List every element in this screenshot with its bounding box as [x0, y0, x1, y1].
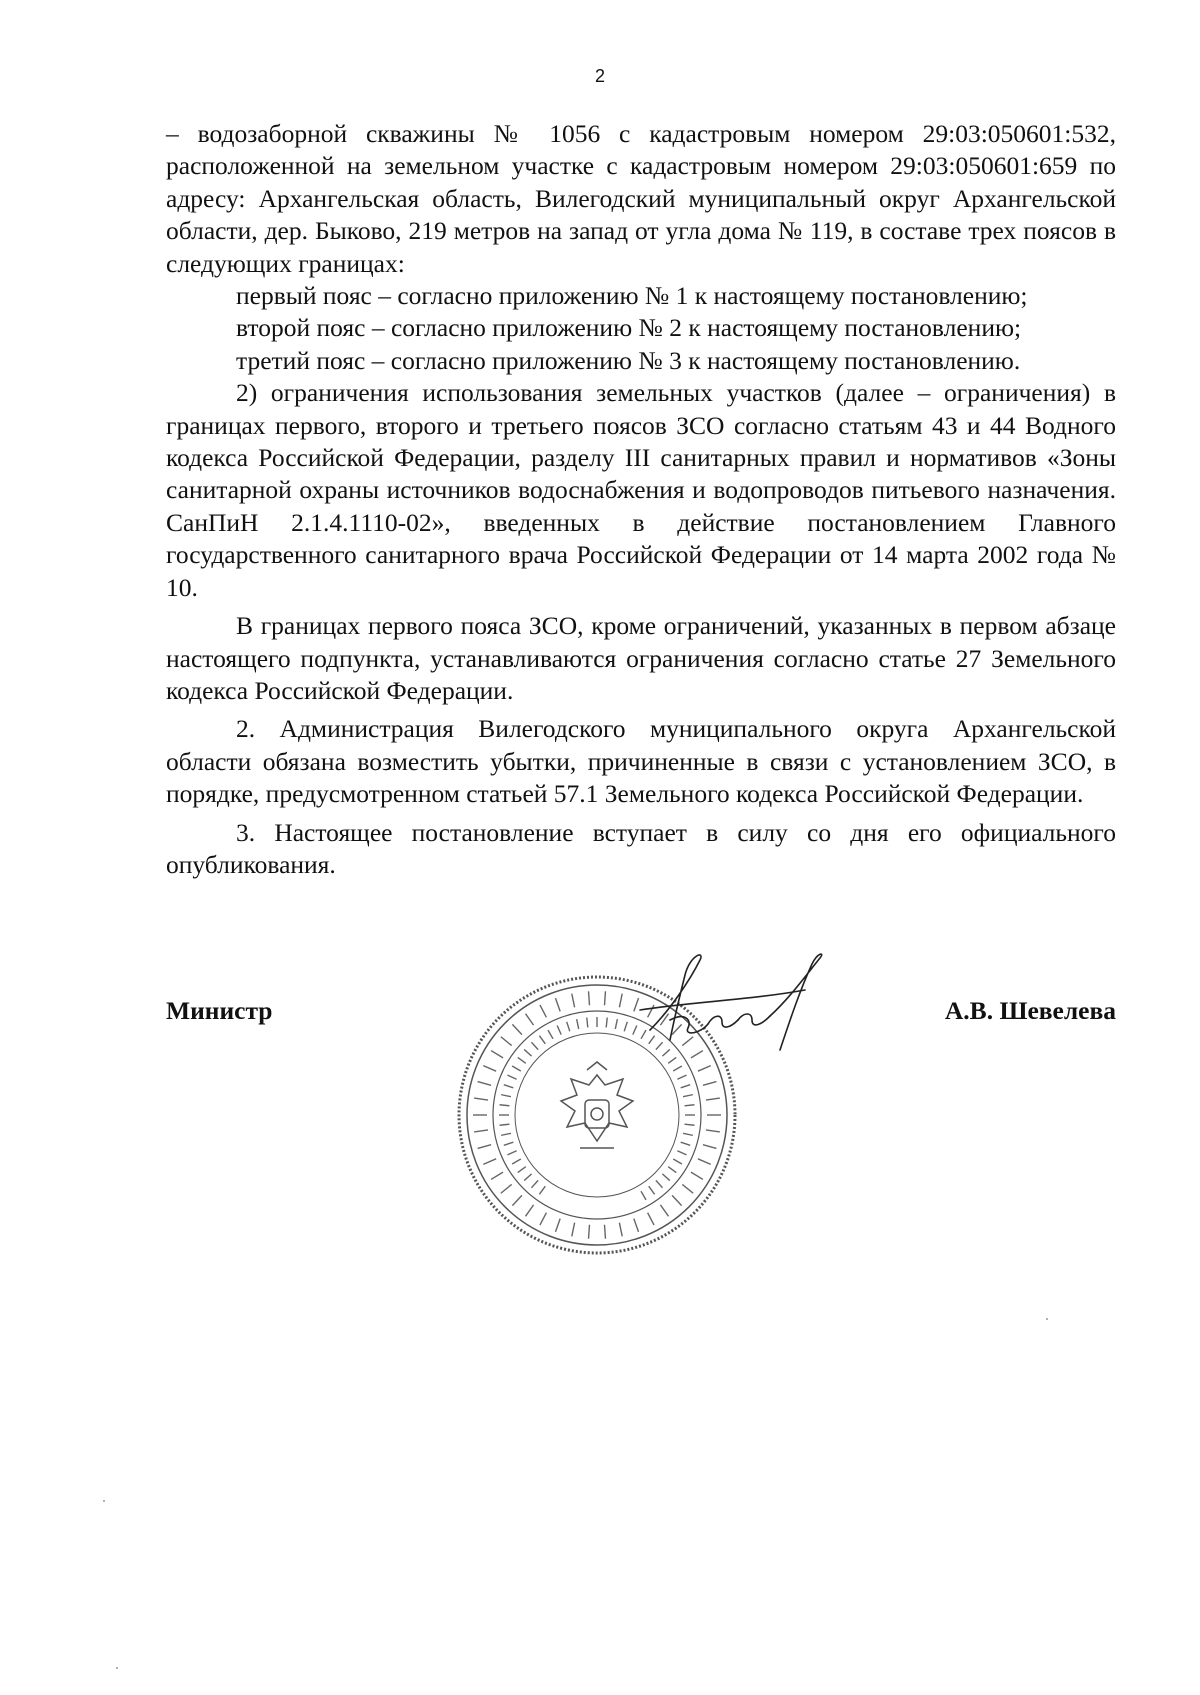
paragraph-compensation: 2. Администрация Вилегодского муниципального округа Архангельской области обязана возместить убытки, причиненные в связи с установлением ЗСО, в порядке, предусмотренном статьей 57.1 Земельного кодекса Российской Федерации.: [166, 714, 1116, 809]
seal-letter-mark: [589, 1225, 590, 1239]
seal-letter-mark: [641, 1191, 646, 1200]
seal-letter-mark: [634, 1219, 639, 1232]
seal-letter-mark: [681, 1085, 691, 1088]
signer-title: Министр: [166, 996, 273, 1025]
seal-letter-mark: [539, 1186, 545, 1194]
seal-letter-mark: [698, 1159, 711, 1165]
seal-letter-mark: [673, 1066, 682, 1071]
seal-letter-mark: [683, 1133, 693, 1135]
seal-letter-mark: [548, 1030, 553, 1039]
seal-letter-mark: [504, 1085, 514, 1088]
seal-letter-mark: [540, 1005, 546, 1017]
document-body: [166, 118, 1116, 881]
seal-letter-mark: [672, 1195, 682, 1205]
seal-letter-mark: [500, 1124, 510, 1125]
seal-letter-mark: [706, 1098, 720, 1100]
seal-letter-mark: [605, 1225, 606, 1239]
seal-letter-mark: [525, 1205, 533, 1216]
seal-letter-mark: [605, 991, 606, 1005]
seal-letter-mark: [474, 1098, 488, 1100]
seal-letter-mark: [673, 1159, 682, 1164]
paragraph-effective-date: 3. Настоящее постановление вступает в силу со дня его официального опубликования.: [166, 817, 1116, 879]
seal-letter-mark: [555, 1219, 560, 1232]
seal-letter-mark: [501, 1037, 512, 1046]
seal-letter-mark: [507, 1075, 516, 1079]
seal-letter-mark: [572, 1223, 575, 1237]
seal-letter-mark: [491, 1051, 503, 1058]
seal-letter-mark: [531, 1042, 538, 1049]
seal-letter-mark: [668, 1167, 676, 1173]
seal-letter-mark: [698, 1066, 711, 1072]
seal-letter-mark: [501, 1133, 511, 1135]
seal-letter-mark: [531, 1180, 538, 1187]
seal-letter-mark: [685, 1124, 695, 1125]
signer-name: А.В. Шевелева: [944, 996, 1116, 1025]
seal-letter-mark: [512, 1024, 522, 1034]
seal-letter-mark: [555, 998, 560, 1011]
seal-letter-mark: [524, 1049, 531, 1056]
seal-letter-mark: [483, 1159, 496, 1165]
seal-letter-mark: [567, 1022, 570, 1032]
paragraph-restrictions: 2) ограничения использования земельных участков (далее – ограничения) в границах первого, второго и третьего поясов ЗСО согласно статьям 43 и 44 Водного кодекса Российской Федерации, разделу III санитарных правил и нормативов «Зоны санитарной охраны источников водоснабжения и водопроводов питьевого назначения. СанПиН 2.1.4.1110-02», введенных в действие постановлением Главного государственного санитарного врача Российской Федерации от 14 марта 2002 года № 10.: [166, 378, 1116, 602]
seal-letter-mark: [504, 1142, 514, 1145]
seal-letter-mark: [512, 1066, 521, 1071]
seal-letter-mark: [589, 991, 590, 1005]
seal-letter-mark: [501, 1184, 512, 1193]
seal-letter-mark: [606, 1018, 607, 1028]
seal-letter-mark: [501, 1095, 511, 1097]
seal-letter-mark: [540, 1213, 546, 1225]
seal-letter-mark: [682, 1184, 693, 1193]
coat-of-arms-icon: [561, 1062, 633, 1148]
seal-letter-mark: [518, 1167, 526, 1173]
seal-letter-mark: [524, 1174, 531, 1181]
seal-letter-mark: [491, 1172, 503, 1179]
paragraph-zone-one: первый пояс – согласно приложению № 1 к настоящему постановлению;: [236, 281, 1028, 311]
seal-letter-mark: [512, 1159, 521, 1164]
seal-letter-mark: [677, 1151, 686, 1155]
seal-letter-mark: [649, 1186, 655, 1194]
seal-letter-mark: [577, 1019, 579, 1029]
seal-letter-mark: [474, 1130, 488, 1132]
seal-letter-mark: [681, 1142, 691, 1145]
seal-letter-mark: [587, 1018, 588, 1028]
seal-letter-mark: [557, 1025, 561, 1034]
seal-letter-mark: [656, 1180, 663, 1187]
seal-letter-mark: [619, 994, 622, 1008]
seal-letter-mark: [706, 1130, 720, 1132]
paragraph-well-description: – водозаборной скважины № 1056 с кадастровым номером 29:03:050601:532, расположенной на земельном участке с кадастровым номером 29:03:050601:659 по адресу: Архангельская область, Вилегодский муниципальный округ Архангельской области, дер. Быково, 219 метров на запад от угла дома № 119, в составе трех поясов в следующих границах:: [166, 119, 1116, 278]
seal-letter-mark: [624, 1022, 627, 1032]
seal-letter-mark: [685, 1105, 695, 1106]
seal-letter-mark: [518, 1057, 526, 1063]
handwritten-signature: [630, 950, 840, 1060]
seal-letter-mark: [512, 1195, 522, 1205]
seal-letter-mark: [539, 1036, 545, 1044]
seal-letter-mark: [691, 1172, 703, 1179]
seal-letter-mark: [483, 1066, 496, 1072]
paragraph-zone-two: второй пояс – согласно приложению № 2 к настоящему постановлению;: [236, 313, 1022, 343]
seal-letter-mark: [660, 1205, 668, 1216]
paragraph-first-zone-restrictions: В границах первого пояса ЗСО, кроме ограничений, указанных в первом абзаце настоящего подпункта, устанавливаются ограничения согласно статье 27 Земельного кодекса Российской Федерации.: [166, 611, 1116, 705]
seal-letter-mark: [683, 1095, 693, 1097]
seal-letter-mark: [648, 1213, 654, 1225]
scan-speck: [103, 1500, 105, 1502]
seal-letter-mark: [703, 1082, 716, 1086]
seal-letter-mark: [572, 994, 575, 1008]
seal-letter-mark: [478, 1145, 491, 1149]
seal-letter-mark: [662, 1174, 669, 1181]
seal-letter-mark: [677, 1075, 686, 1079]
seal-letter-mark: [619, 1223, 622, 1237]
seal-letter-mark: [478, 1082, 491, 1086]
scan-speck: [116, 1667, 118, 1669]
paragraph-zone-three: третий пояс – согласно приложению № 3 к настоящему постановлению.: [236, 345, 1021, 375]
seal-letter-mark: [615, 1019, 617, 1029]
scan-speck: [1046, 1318, 1048, 1320]
seal-letter-mark: [525, 1014, 533, 1025]
seal-letter-mark: [507, 1151, 516, 1155]
seal-letter-mark: [500, 1105, 510, 1106]
seal-letter-mark: [703, 1145, 716, 1149]
page-number: 2: [594, 66, 605, 86]
